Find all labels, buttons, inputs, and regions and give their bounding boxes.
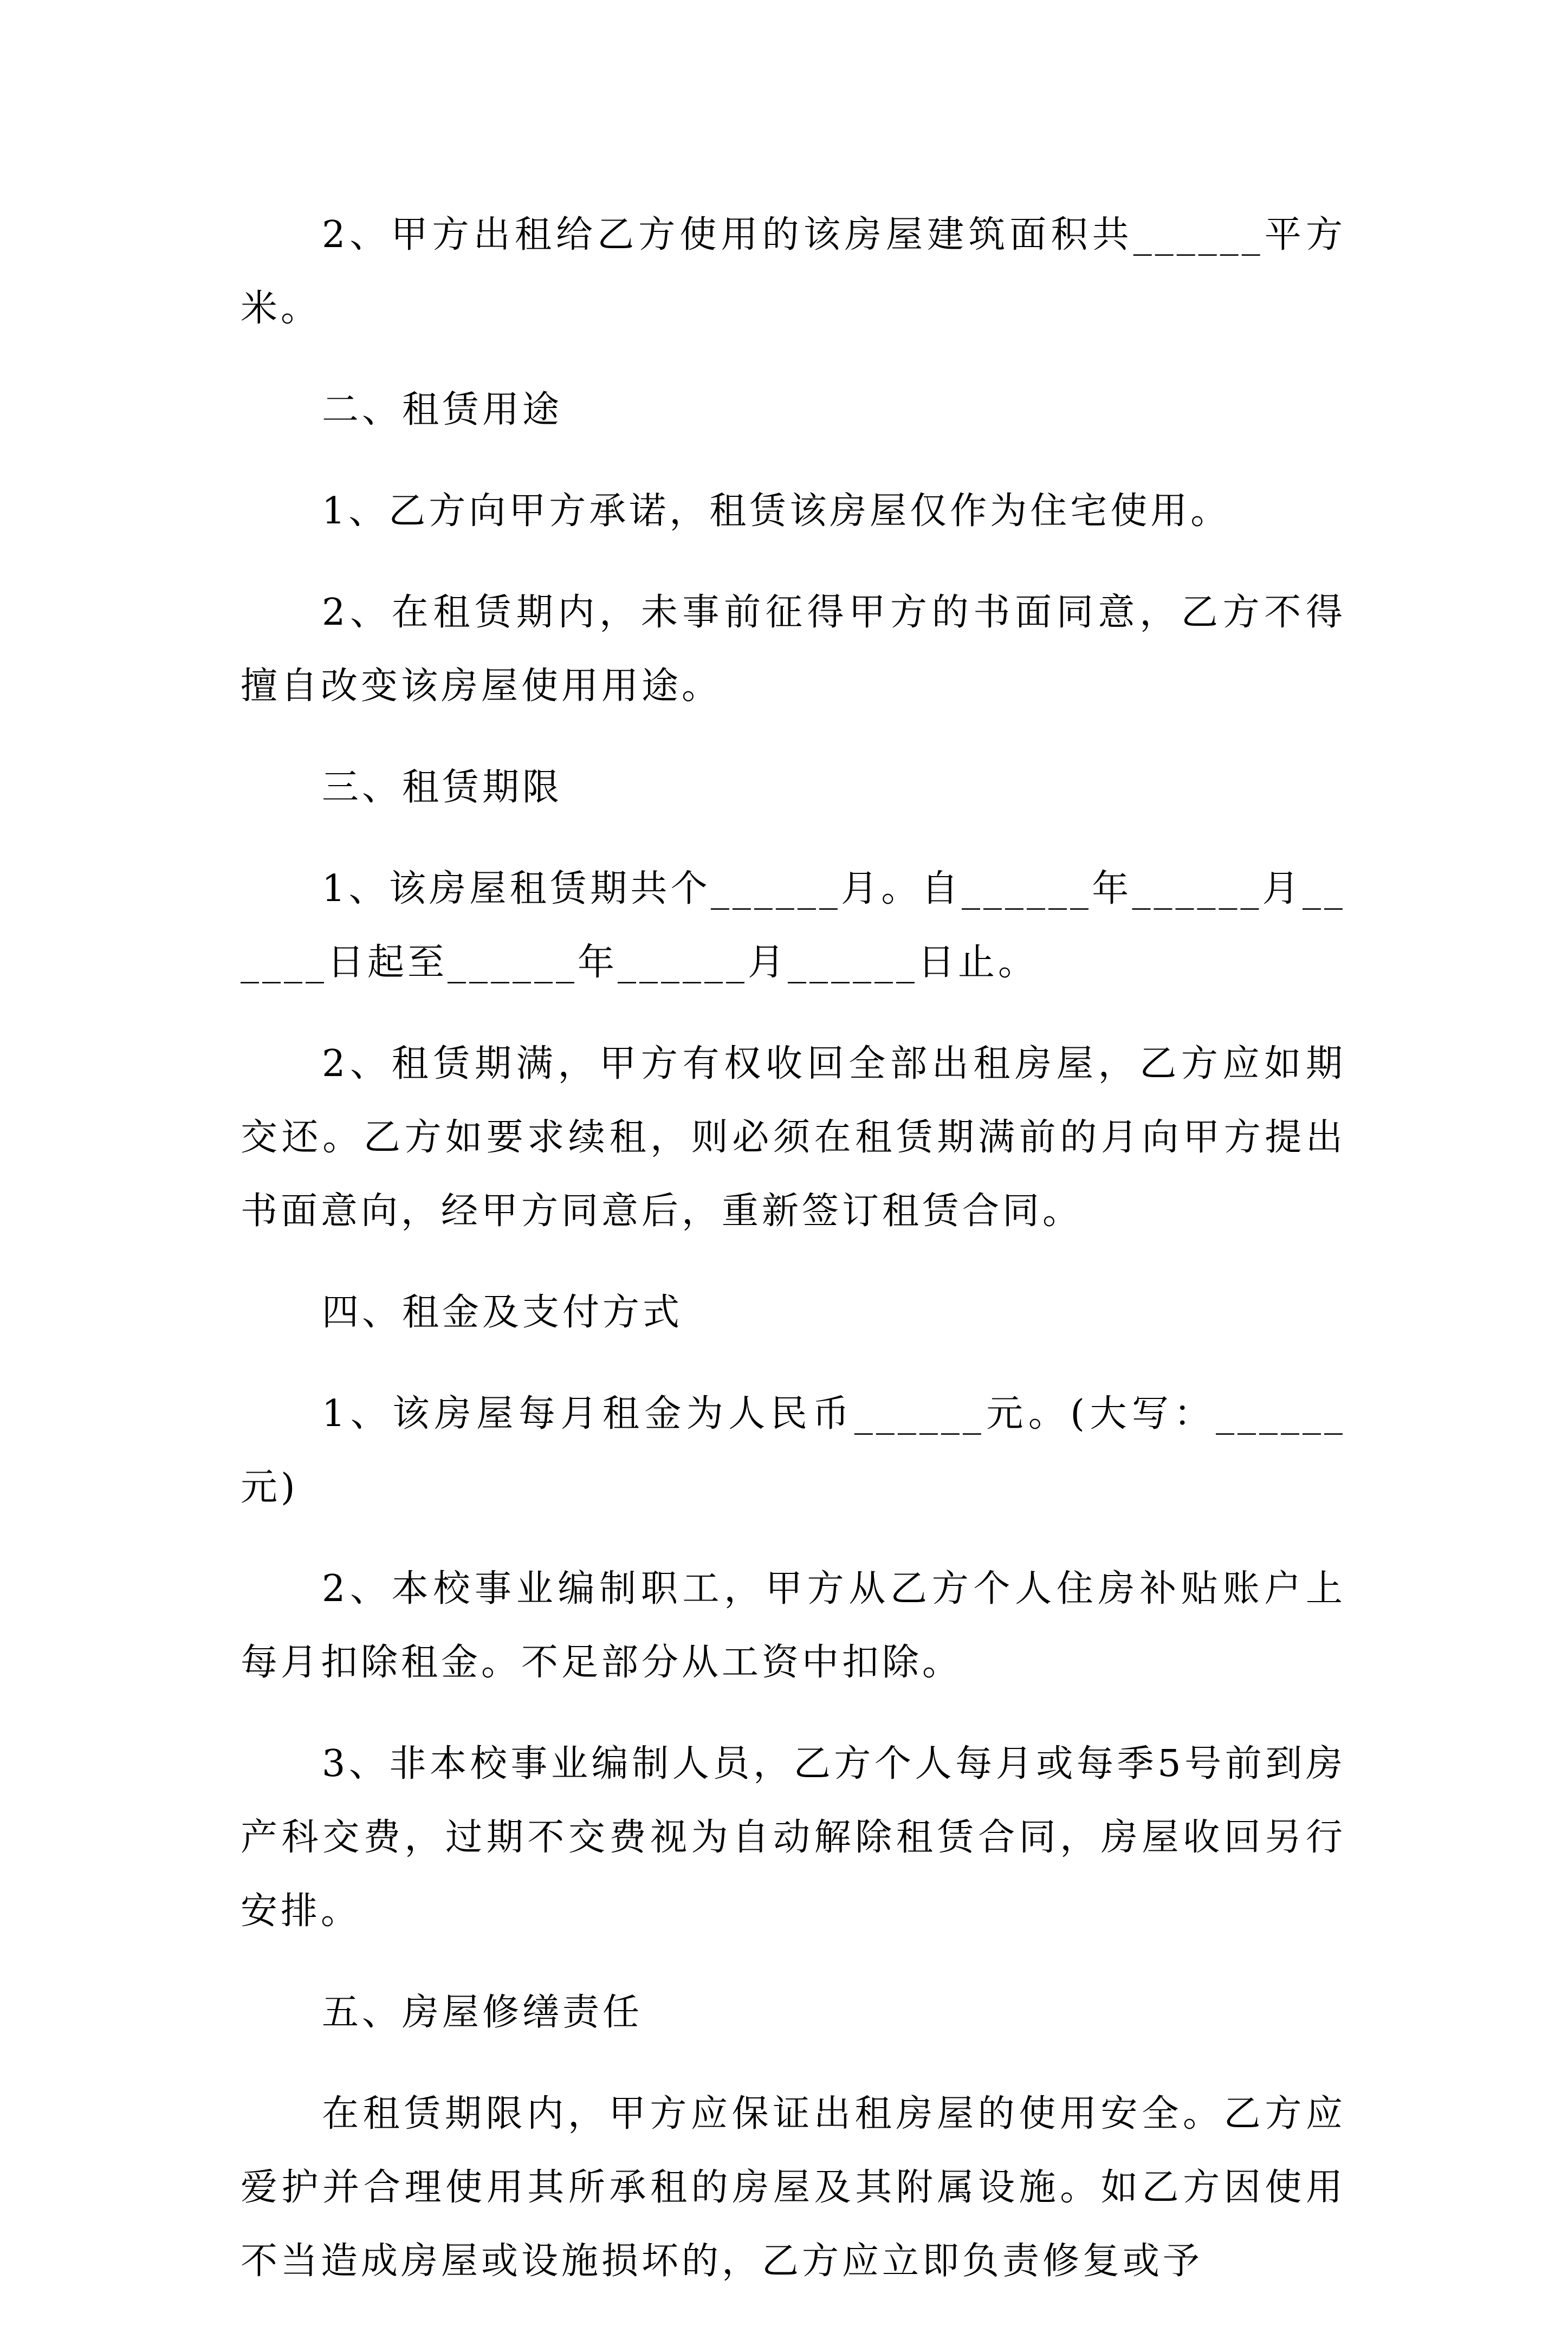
section-title-usage: 二、租赁用途: [322, 388, 563, 431]
clause-rent-1: 1、该房屋每月租金为人民币______元。(大写：______元): [241, 1392, 1346, 1509]
clause-repair: 在租赁期限内，甲方应保证出租房屋的使用安全。乙方应爱护并合理使用其所承租的房屋及其附属设施。如乙方因使用不当造成房屋或设施损坏的，乙方应立即负责修复或予: [241, 2092, 1346, 2283]
clause-usage-2: 2、在租赁期内，未事前征得甲方的书面同意，乙方不得擅自改变该房屋使用用途。: [241, 591, 1346, 708]
clause-term-1: 1、该房屋租赁期共个______月。自______年______月______日起至______年______月______日止。: [241, 867, 1346, 984]
contract-body: [241, 198, 1346, 2326]
section-title-term: 三、租赁期限: [322, 766, 563, 809]
clause-rent-2: 2、本校事业编制职工，甲方从乙方个人住房补贴账户上每月扣除租金。不足部分从工资中扣除。: [241, 1567, 1346, 1684]
clause-area: 2、甲方出租给乙方使用的该房屋建筑面积共______平方米。: [241, 213, 1346, 330]
clause-usage-1: 1、乙方向甲方承诺，租赁该房屋仅作为住宅使用。: [322, 490, 1231, 533]
clause-rent-3: 3、非本校事业编制人员，乙方个人每月或每季5号前到房产科交费，过期不交费视为自动解除租赁合同，房屋收回另行安排。: [241, 1742, 1346, 1933]
section-title-rent: 四、租金及支付方式: [322, 1291, 683, 1334]
section-title-repair: 五、房屋修缮责任: [322, 1991, 643, 2034]
clause-term-2: 2、租赁期满，甲方有权收回全部出租房屋，乙方应如期交还。乙方如要求续租，则必须在租赁期满前的月向甲方提出书面意向，经甲方同意后，重新签订租赁合同。: [241, 1042, 1346, 1233]
